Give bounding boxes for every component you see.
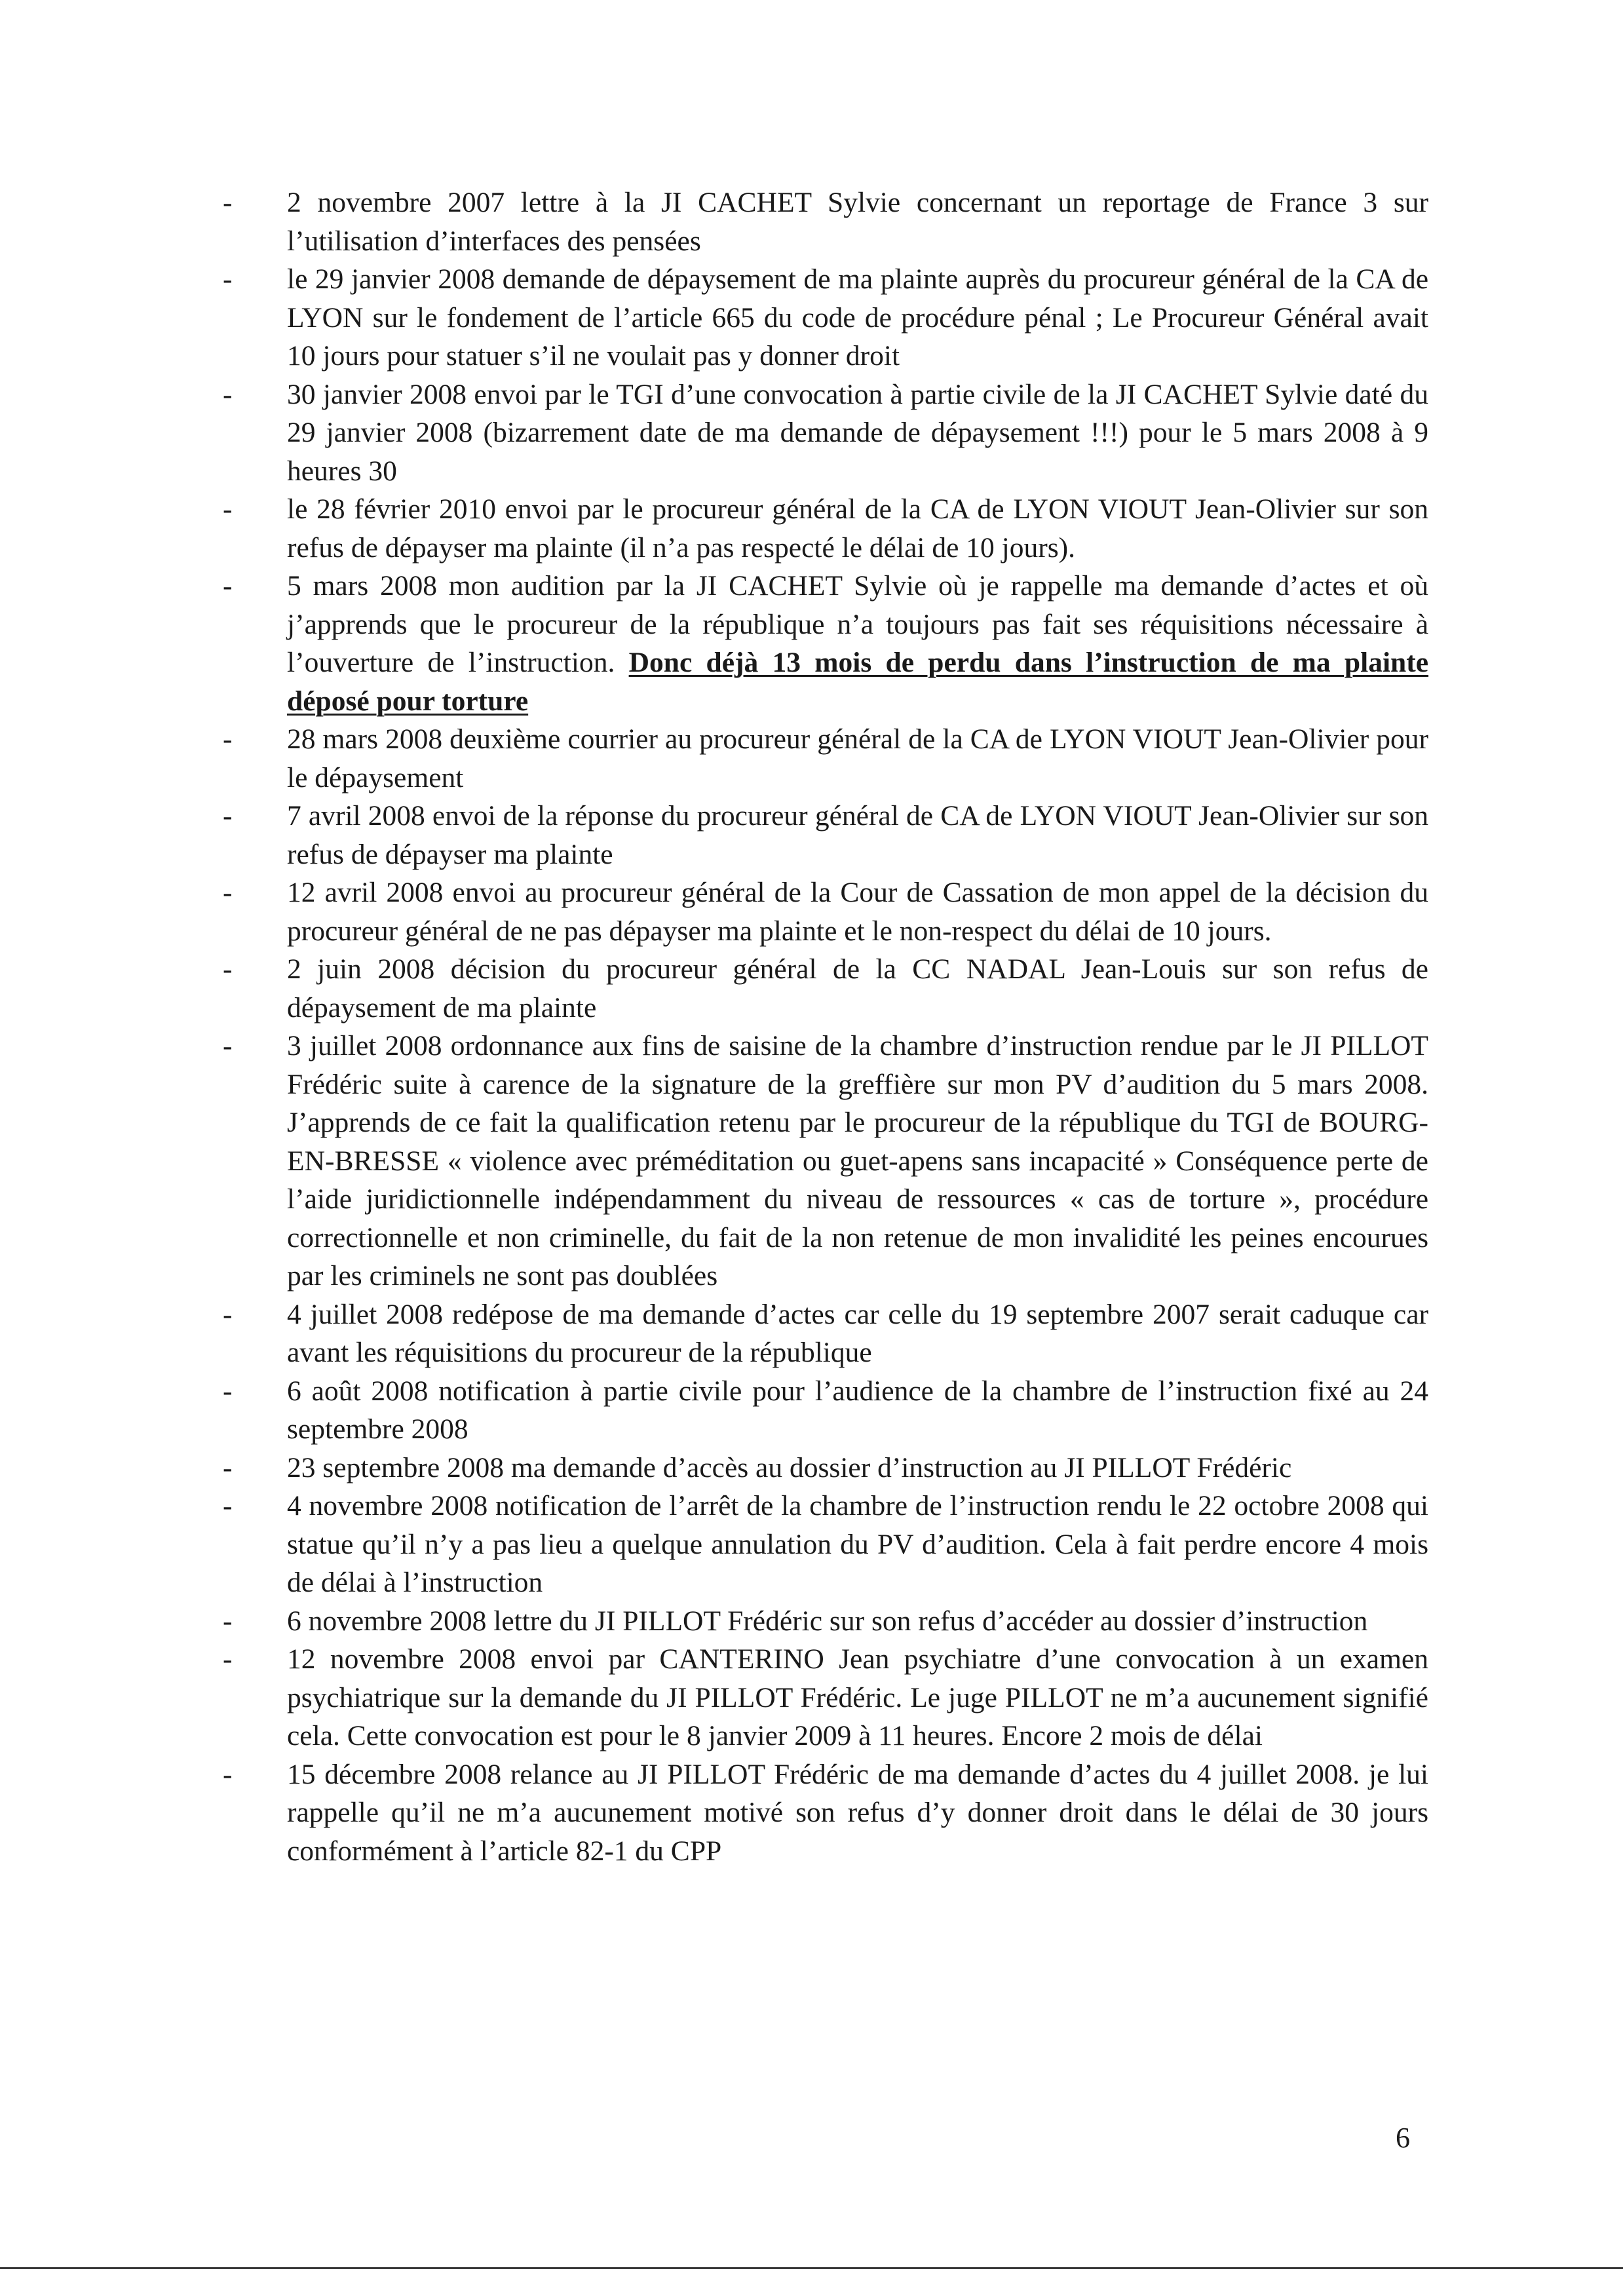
bullet-dash: - [223,1375,233,1407]
list-item [223,260,1428,375]
entry-text: 12 novembre 2008 envoi par CANTERINO Jean psychiatre d’une convocation à un examen psychiatrique sur la demande du JI PILLOT Frédéric. Le juge PILLOT ne m’a aucunement signifié cela. Cette convocation est pour le 8 janvier 2009 à 11 heures. Encore 2 mois de délai [287,1643,1428,1751]
bullet-dash: - [223,1451,233,1483]
entry-text: 7 avril 2008 envoi de la réponse du procureur général de CA de LYON VIOUT Jean-Olivier sur son refus de dépayser ma plainte [287,800,1428,870]
entry-text: 6 novembre 2008 lettre du JI PILLOT Frédéric sur son refus d’accéder au dossier d’instruction [287,1605,1368,1637]
bullet-dash: - [223,877,233,908]
entry-text: 30 janvier 2008 envoi par le TGI d’une convocation à partie civile de la JI CACHET Sylvie daté du 29 janvier 2008 (bizarrement date de ma demande de dépaysement !!!) pour le 5 mars 2008 à 9 heures 30 [287,378,1428,487]
list-item [223,1295,1428,1372]
entry-text: 6 août 2008 notification à partie civile pour l’audience de la chambre de l’instruction fixé au 24 septembre 2008 [287,1375,1428,1445]
bottom-rule [0,2267,1623,2269]
bullet-dash: - [223,378,233,410]
bullet-dash: - [223,1758,233,1790]
entry-text: 4 novembre 2008 notification de l’arrêt de la chambre de l’instruction rendu le 22 octobre 2008 qui statue qu’il n’y a pas lieu a quelque annulation du PV d’audition. Cela à fait perdre encore 4 mois de délai à l’instruction [287,1490,1428,1598]
entry-text: 5 mars 2008 mon audition par la JI CACHET Sylvie où je rappelle ma demande d’actes et où j’apprends que le procureur de la république n’a toujours pas fait ses réquisitions nécessaire à l’ouverture de l’instruction. [287,570,1428,678]
entry-emphasis: Donc déjà 13 mois de perdu dans l’instruction de ma plainte déposé pour torture [287,647,1429,717]
list-item [223,1755,1428,1871]
list-item [223,375,1428,491]
bullet-dash: - [223,1605,233,1637]
entry-text: 3 juillet 2008 ordonnance aux fins de saisine de la chambre d’instruction rendue par le JI PILLOT Frédéric suite à carence de la signature de la greffière sur mon PV d’audition du 5 mars 2008. J’apprends de ce fait la qualification retenu par le procureur de la république du TGI de BOURG-EN-BRESSE « violence avec préméditation ou guet-apens sans incapacité » Conséquence perte de l’aide juridictionnelle indépendamment du niveau de ressources « cas de torture », procédure correctionnelle et non criminelle, du fait de la non retenue de mon invalidité les peines encourues par les criminels ne sont pas doublées [287,1030,1428,1292]
bullet-dash: - [223,570,233,602]
bullet-dash: - [223,263,233,295]
page-number: 6 [1396,2122,1410,2154]
entry-text: le 28 février 2010 envoi par le procureur général de la CA de LYON VIOUT Jean-Olivier sur son refus de dépayser ma plainte (il n’a pas respecté le délai de 10 jours). [287,493,1428,564]
entry-text: 12 avril 2008 envoi au procureur général de la Cour de Cassation de mon appel de la décision du procureur général de ne pas dépayser ma plainte et le non-respect du délai de 10 jours. [287,877,1428,947]
list-item [223,1602,1428,1641]
list-item [223,490,1428,567]
bullet-dash: - [223,723,233,755]
entry-text: 15 décembre 2008 relance au JI PILLOT Frédéric de ma demande d’actes du 4 juillet 2008. je lui rappelle qu’il ne m’a aucunement motivé son refus d’y donner droit dans le délai de 30 jours conformément à l’article 82-1 du CPP [287,1758,1428,1867]
bullet-dash: - [223,1490,233,1521]
list-item [223,1372,1428,1449]
list-item [223,950,1428,1027]
entry-text: 2 juin 2008 décision du procureur général de la CC NADAL Jean-Louis sur son refus de dépaysement de ma plainte [287,953,1428,1024]
list-item [223,873,1428,950]
entry-text: 4 juillet 2008 redépose de ma demande d’actes car celle du 19 septembre 2007 serait caduque car avant les réquisitions du procureur de la république [287,1298,1428,1368]
entry-text: 23 septembre 2008 ma demande d’accès au dossier d’instruction au JI PILLOT Frédéric [287,1451,1292,1483]
list-item [223,183,1428,260]
list-item [223,567,1428,720]
bullet-dash: - [223,493,233,525]
bullet-dash: - [223,187,233,218]
bullet-dash: - [223,1643,233,1675]
entry-text: 28 mars 2008 deuxième courrier au procureur général de la CA de LYON VIOUT Jean-Olivier pour le dépaysement [287,723,1428,794]
list-item [223,1449,1428,1487]
bullet-dash: - [223,800,233,832]
list-item [223,1640,1428,1755]
list-item [223,1487,1428,1602]
entry-text: 2 novembre 2007 lettre à la JI CACHET Sylvie concernant un reportage de France 3 sur l’utilisation d’interfaces des pensées [287,187,1428,257]
list-item [223,720,1428,797]
entry-text: le 29 janvier 2008 demande de dépaysement de ma plainte auprès du procureur général de la CA de LYON sur le fondement de l’article 665 du code de procédure pénal ; Le Procureur Général avait 10 jours pour statuer s’il ne voulait pas y donner droit [287,263,1428,372]
list-item [223,1027,1428,1295]
bullet-dash: - [223,1298,233,1330]
bullet-dash: - [223,953,233,985]
chronology-list [223,183,1428,1870]
list-item [223,797,1428,873]
bullet-dash: - [223,1030,233,1062]
